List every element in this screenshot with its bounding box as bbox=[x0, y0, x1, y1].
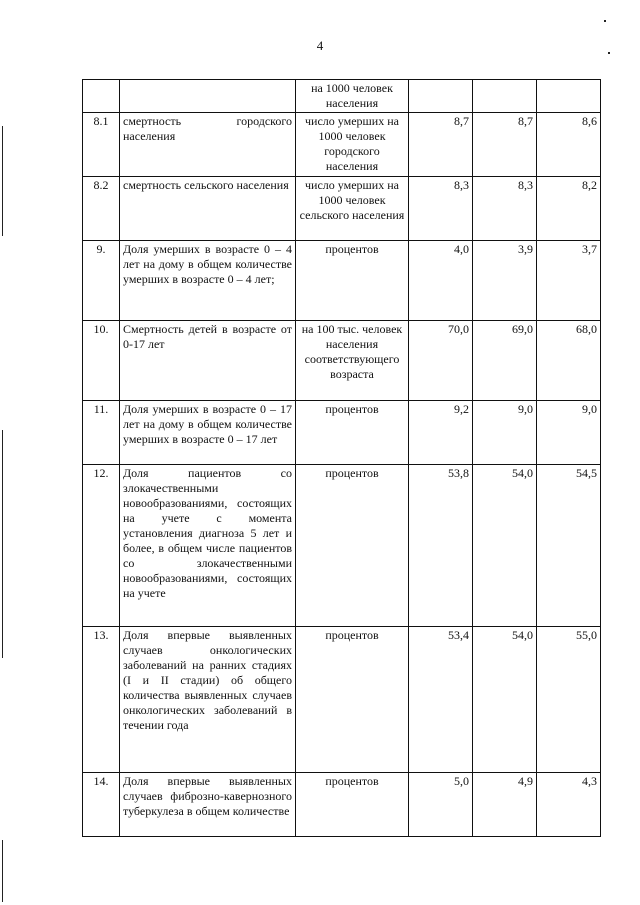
table-row bbox=[83, 465, 601, 627]
value-cell: 54,0 bbox=[473, 627, 537, 773]
value-cell: 9,2 bbox=[409, 401, 473, 465]
indicator-name: Доля впервые выявленных случаев онкологических заболеваний на ранних стадиях (I и II стадии) об общего количества выявленных случаев онкологических заболеваний в течении года bbox=[120, 627, 296, 773]
unit-cell: процентов bbox=[296, 241, 409, 321]
indicator-name: Доля умерших в возрасте 0 – 17 лет на дому в общем количестве умерших в возрасте 0 – 17 лет bbox=[120, 401, 296, 465]
indicator-name: Смертность детей в возрасте от 0-17 лет bbox=[120, 321, 296, 401]
scan-edge-mark bbox=[2, 430, 3, 658]
value-cell: 70,0 bbox=[409, 321, 473, 401]
row-number: 14. bbox=[83, 773, 120, 837]
row-number: 13. bbox=[83, 627, 120, 773]
value-cell: 8,6 bbox=[537, 113, 601, 177]
indicator-name: Доля впервые выявленных случаев фиброзно-кавернозного туберкулеза в общем количестве bbox=[120, 773, 296, 837]
table-row bbox=[83, 177, 601, 241]
value-cell: 3,7 bbox=[537, 241, 601, 321]
row-number bbox=[83, 80, 120, 113]
value-cell: 5,0 bbox=[409, 773, 473, 837]
indicator-name: смертность сельского населения bbox=[120, 177, 296, 241]
value-cell: 9,0 bbox=[473, 401, 537, 465]
indicator-name bbox=[120, 80, 296, 113]
scan-edge-mark bbox=[608, 52, 610, 54]
table-row bbox=[83, 401, 601, 465]
indicators-table bbox=[82, 79, 601, 837]
value-cell: 3,9 bbox=[473, 241, 537, 321]
indicator-name: смертность городского населения bbox=[120, 113, 296, 177]
scan-edge-mark bbox=[2, 126, 3, 236]
value-cell: 8,3 bbox=[473, 177, 537, 241]
indicator-name: Доля умерших в возрасте 0 – 4 лет на дому в общем количестве умерших в возрасте 0 – 4 лет; bbox=[120, 241, 296, 321]
value-cell: 53,4 bbox=[409, 627, 473, 773]
table-row bbox=[83, 241, 601, 321]
value-cell: 8,7 bbox=[473, 113, 537, 177]
value-cell: 8,2 bbox=[537, 177, 601, 241]
unit-cell: число умерших на 1000 человек сельского населения bbox=[296, 177, 409, 241]
table-row bbox=[83, 113, 601, 177]
value-cell: 69,0 bbox=[473, 321, 537, 401]
page-number: 4 bbox=[316, 38, 324, 53]
scan-edge-mark bbox=[2, 840, 3, 902]
row-number: 12. bbox=[83, 465, 120, 627]
unit-cell: процентов bbox=[296, 773, 409, 837]
unit-cell: процентов bbox=[296, 465, 409, 627]
value-cell: 4,0 bbox=[409, 241, 473, 321]
unit-cell: процентов bbox=[296, 627, 409, 773]
unit-cell: на 1000 человек населения bbox=[296, 80, 409, 113]
value-cell: 54,5 bbox=[537, 465, 601, 627]
value-cell: 9,0 bbox=[537, 401, 601, 465]
row-number: 11. bbox=[83, 401, 120, 465]
unit-cell: процентов bbox=[296, 401, 409, 465]
value-cell: 53,8 bbox=[409, 465, 473, 627]
value-cell bbox=[473, 80, 537, 113]
unit-cell: число умерших на 1000 человек городского населения bbox=[296, 113, 409, 177]
value-cell: 8,3 bbox=[409, 177, 473, 241]
row-number: 10. bbox=[83, 321, 120, 401]
value-cell: 55,0 bbox=[537, 627, 601, 773]
value-cell: 68,0 bbox=[537, 321, 601, 401]
indicator-name: Доля пациентов со злокачественными новообразованиями, состоящих на учете с момента установления диагноза 5 лет и более, в общем числе пациентов со злокачественными новообразованиями, состоящих на учете bbox=[120, 465, 296, 627]
value-cell: 4,3 bbox=[537, 773, 601, 837]
row-number: 8.2 bbox=[83, 177, 120, 241]
value-cell bbox=[409, 80, 473, 113]
value-cell bbox=[537, 80, 601, 113]
table-row bbox=[83, 321, 601, 401]
value-cell: 4,9 bbox=[473, 773, 537, 837]
table-row bbox=[83, 80, 601, 113]
table-row bbox=[83, 773, 601, 837]
row-number: 9. bbox=[83, 241, 120, 321]
row-number: 8.1 bbox=[83, 113, 120, 177]
scan-edge-mark bbox=[604, 20, 606, 22]
unit-cell: на 100 тыс. человек населения соответствующего возраста bbox=[296, 321, 409, 401]
value-cell: 8,7 bbox=[409, 113, 473, 177]
value-cell: 54,0 bbox=[473, 465, 537, 627]
table-row bbox=[83, 627, 601, 773]
